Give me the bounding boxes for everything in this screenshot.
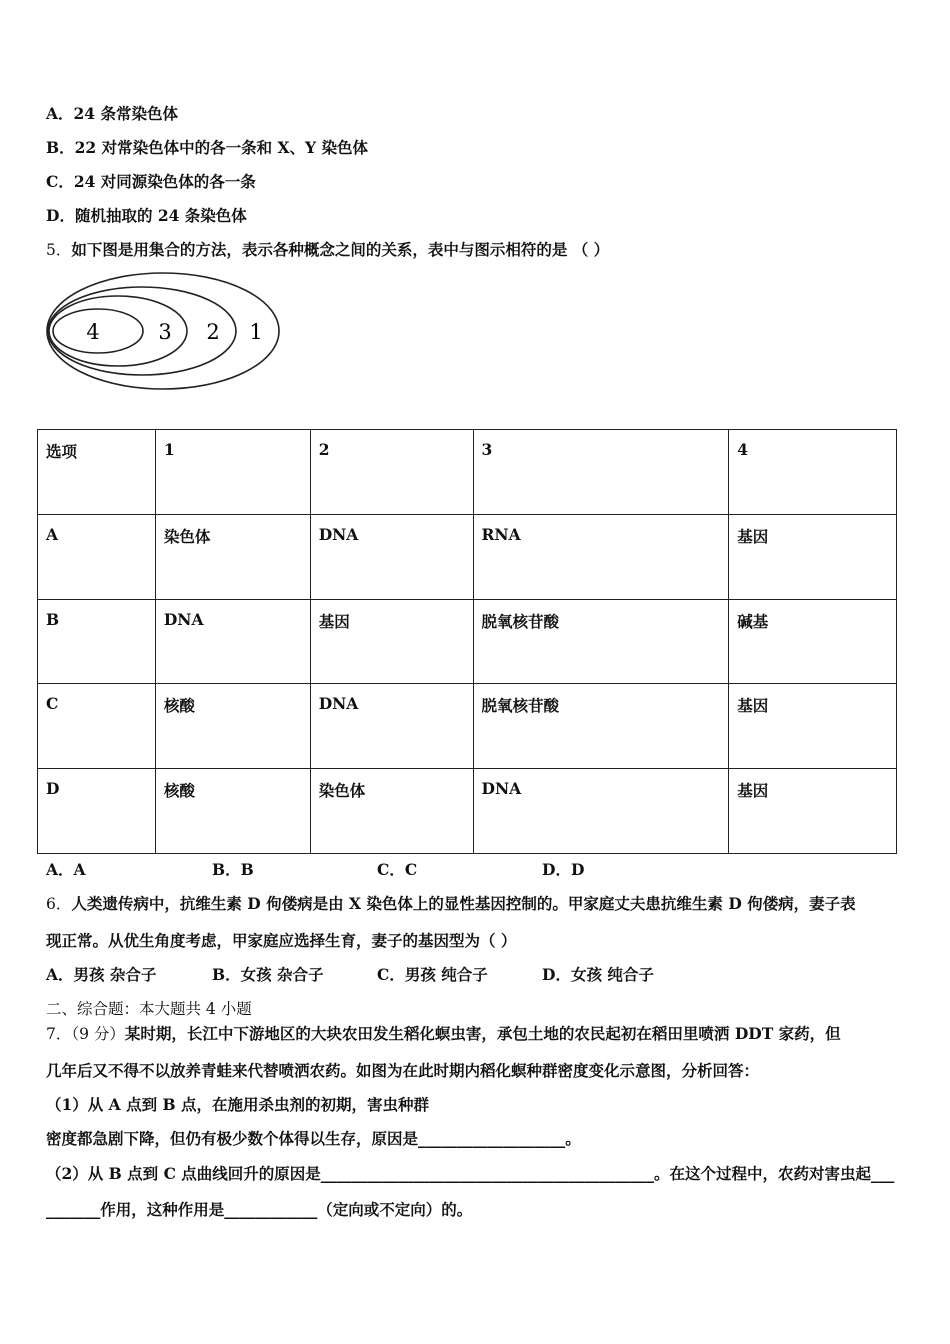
q7-sub2-line1: （2）从 B 点到 C 点曲线回升的原因是___________________________________________。在这个过程中，农药对害虫起___ [46,1164,895,1183]
q5-stem [46,238,609,260]
q5-choice-b: B．B [212,860,254,879]
table-cell: RNA [473,514,729,599]
set-label-3: 3 [158,320,172,344]
concept-set-diagram [46,270,291,395]
table-cell: C [38,684,156,769]
table-cell: 核酸 [155,769,310,854]
set-label-4: 4 [86,320,100,344]
q4-option-a: A．24 条常染色体 [46,104,178,123]
q6-choice-c: C．男孩 纯合子 [377,965,488,984]
table-header-row [38,430,897,515]
q6-stem-line2: 现正常。从优生角度考虑，甲家庭应选择生育，妻子的基因型为（ ） [46,931,517,950]
table-cell: 基因 [729,514,897,599]
table-cell: 染色体 [155,514,310,599]
q7-line2: 几年后又不得不以放养青蛙来代替喷洒农药。如图为在此时期内稻化螟种群密度变化示意图，分析回答： [46,1061,760,1080]
table-cell: 3 [473,430,729,515]
section-heading: 二、综合题：本大题共 4 小题 [46,1000,252,1018]
table-row [38,684,897,769]
table-row [38,769,897,854]
q5-choice-a: A．A [46,860,86,879]
table-cell: 脱氧核苷酸 [473,684,729,769]
q4-option-d: D．随机抽取的 24 条染色体 [46,206,247,225]
table-cell: 基因 [729,684,897,769]
q7-sub1-line1: （1）从 A 点到 B 点，在施用杀虫剂的初期，害虫种群 [46,1095,429,1114]
table-row [38,599,897,684]
q6-stem-text-1: 人类遗传病中，抗维生素 D 佝偻病是由 X 染色体上的显性基因控制的。甲家庭丈夫患抗维生素 D 佝偻病，妻子表 [71,894,856,913]
table-cell: A [38,514,156,599]
set-label-2: 2 [206,320,220,344]
table-row [38,514,897,599]
q7-line1 [46,1022,841,1044]
table-cell: 染色体 [310,769,473,854]
table-cell: D [38,769,156,854]
q7-line1-text: 某时期，长江中下游地区的大块农田发生稻化螟虫害，承包土地的农民起初在稻田里喷洒 DDT 家药，但 [124,1024,841,1043]
table-cell: 基因 [310,599,473,684]
q5-choice-c: C．C [377,860,418,879]
table-cell: 碱基 [729,599,897,684]
table-cell: 2 [310,430,473,515]
q5-number: 5． [46,241,72,259]
table-cell: 核酸 [155,684,310,769]
table-cell: 选项 [38,430,156,515]
q5-choice-d: D．D [542,860,585,879]
q4-option-b: B．22 对常染色体中的各一条和 X、Y 染色体 [46,138,368,157]
q6-choice-d: D．女孩 纯合子 [542,965,654,984]
q6-number: 6． [46,895,72,913]
q6-choice-b: B．女孩 杂合子 [212,965,324,984]
table-cell: 1 [155,430,310,515]
q7-score: （9 分） [71,1025,125,1043]
q5-options-table [37,429,897,854]
q5-choices [46,858,584,880]
q7-sub1-line2: 密度都急剧下降，但仍有极少数个体得以生存，原因是___________________。 [46,1129,581,1148]
q4-option-c: C．24 对同源染色体的各一条 [46,172,256,191]
table-cell: 4 [729,430,897,515]
table-cell: DNA [155,599,310,684]
q7-sub2-line2: _______作用，这种作用是____________（定向或不定向）的。 [46,1200,473,1219]
q5-stem-text: 如下图是用集合的方法，表示各种概念之间的关系，表中与图示相符的是 （ ） [71,240,610,259]
q6-choices [46,963,654,985]
q6-stem-line1 [46,892,856,914]
set-label-1: 1 [249,320,263,344]
table-cell: DNA [310,684,473,769]
table-cell: DNA [473,769,729,854]
table-cell: B [38,599,156,684]
table-cell: DNA [310,514,473,599]
table-cell: 基因 [729,769,897,854]
table-cell: 脱氧核苷酸 [473,599,729,684]
q6-choice-a: A．男孩 杂合子 [46,965,157,984]
q7-number: 7． [46,1025,72,1043]
